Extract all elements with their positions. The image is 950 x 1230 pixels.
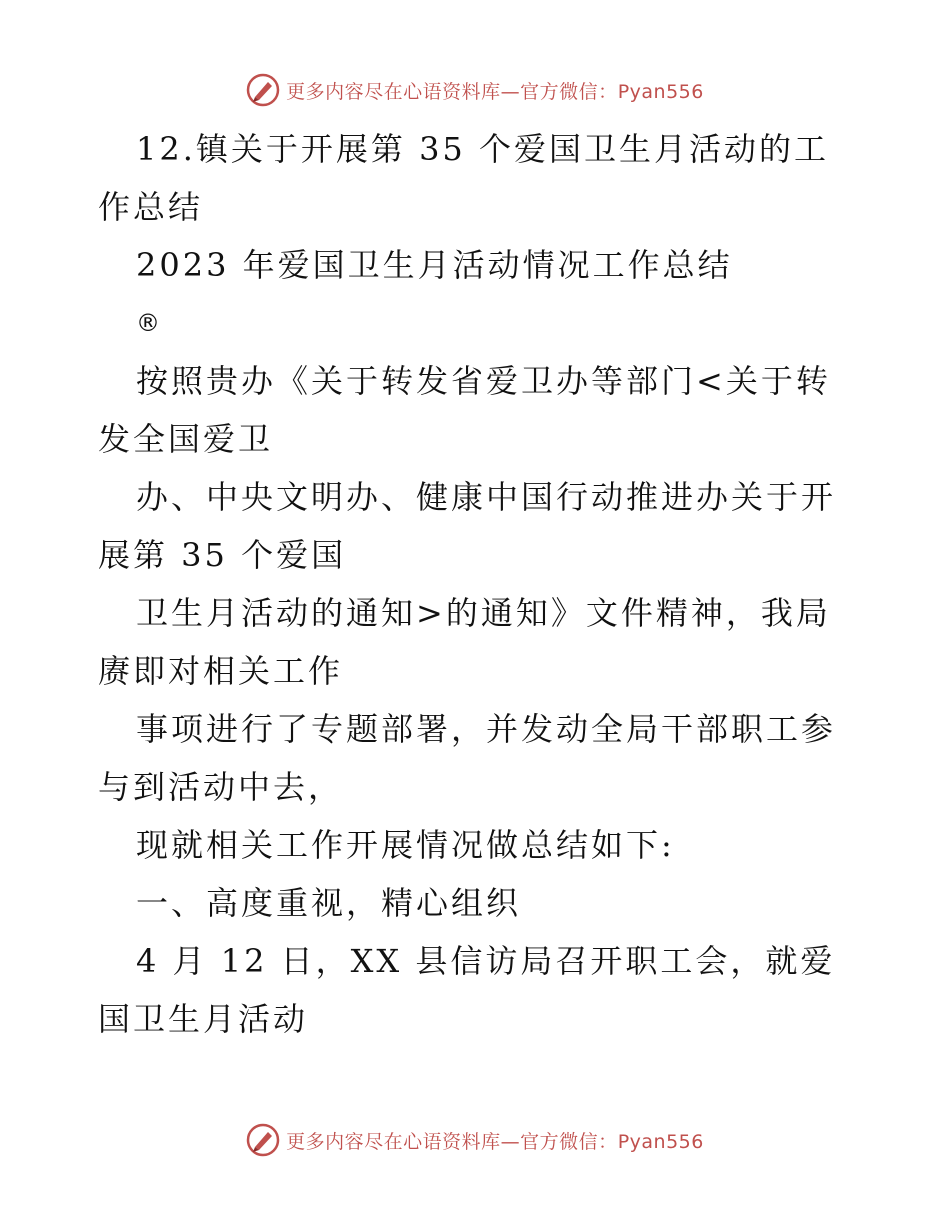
section-heading: 一、高度重视，精心组织	[136, 884, 522, 922]
pen-logo-icon	[246, 73, 280, 107]
footer-watermark	[0, 1120, 950, 1160]
paragraph-line: 按照贵办《关于转发省爱卫办等部门<关于转发全国爱卫	[98, 362, 831, 458]
watermark-text: 更多内容尽在心语资料库—官方微信：Pyan556	[286, 1130, 704, 1153]
document-subtitle: 2023 年爱国卫生月活动情况工作总结	[136, 246, 733, 284]
paragraph-line: 事项进行了专题部署，并发动全局干部职工参与到活动中去，	[98, 710, 837, 806]
watermark-text: 更多内容尽在心语资料库—官方微信：Pyan556	[286, 80, 704, 103]
symbol-mark: ®	[136, 309, 163, 337]
paragraph-line: 现就相关工作开展情况做总结如下:	[136, 826, 675, 864]
paragraph-line: 卫生月活动的通知>的通知》文件精神，我局赓即对相关工作	[98, 594, 831, 690]
document-title: 12.镇关于开展第 35 个爱国卫生月活动的工作总结	[98, 130, 829, 226]
paragraph-line: 办、中央文明办、健康中国行动推进办关于开展第 35 个爱国	[98, 478, 837, 574]
header-watermark	[0, 70, 950, 110]
document-body	[98, 120, 858, 1048]
pen-logo-icon	[246, 1123, 280, 1157]
paragraph-line: 4 月 12 日，XX 县信访局召开职工会，就爱国卫生月活动	[98, 942, 836, 1038]
